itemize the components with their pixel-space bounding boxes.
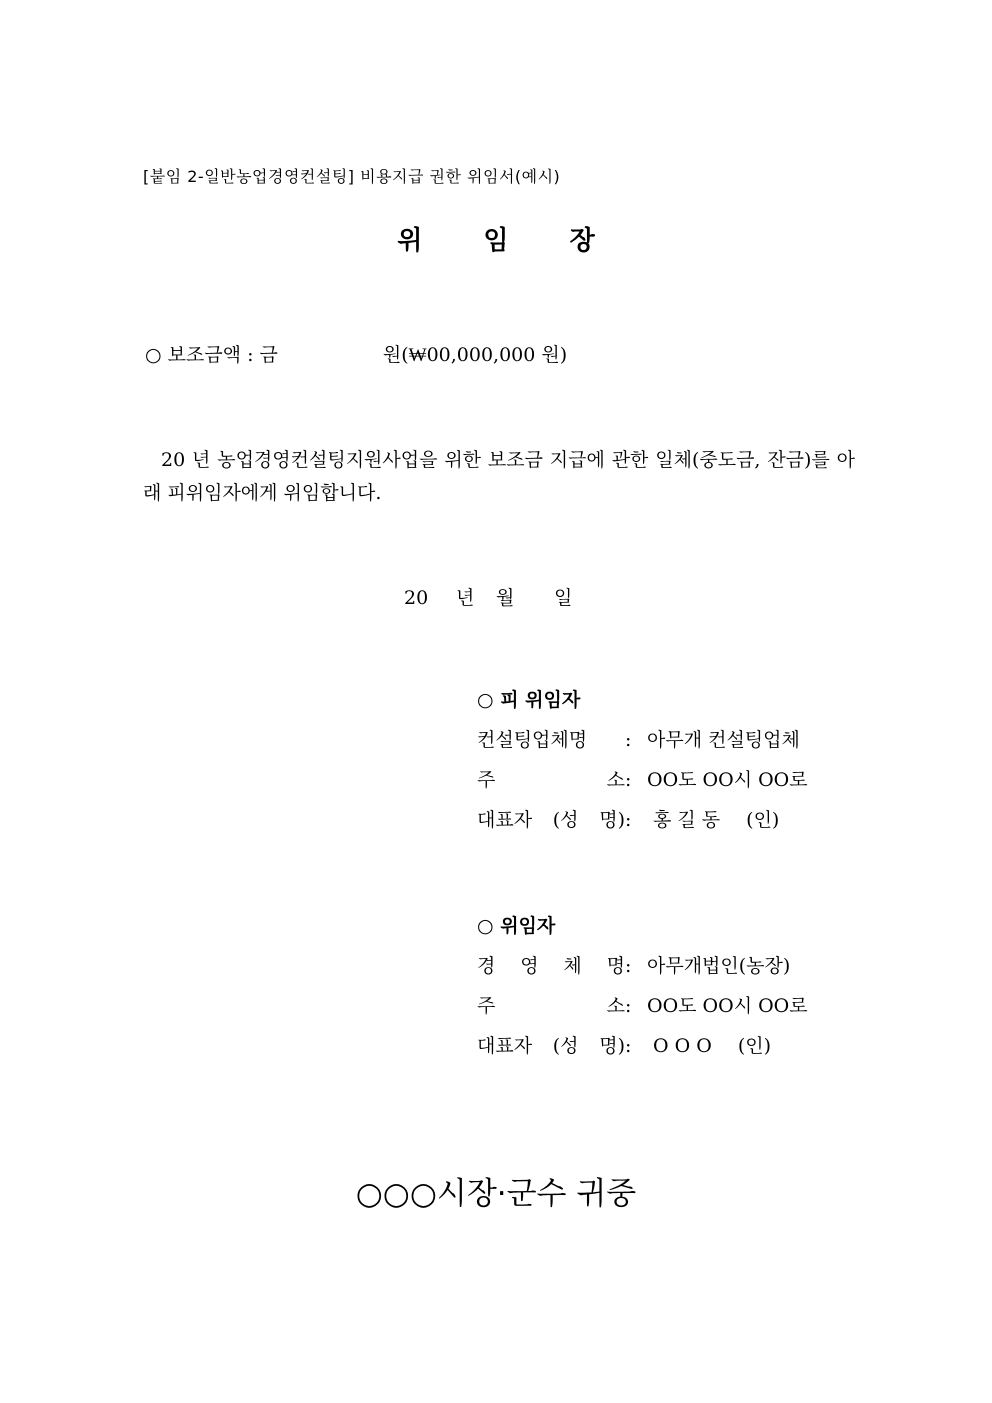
colon: : (625, 995, 632, 1017)
colon: : (625, 1035, 632, 1057)
rep-label: 대표자 (성 명) (477, 809, 625, 831)
address-label-a: 주 (477, 995, 496, 1017)
date-year: 20 (404, 587, 429, 609)
delegator-heading: ○ 위임자 (477, 915, 556, 937)
delegatee-heading: ○ 피 위임자 (477, 689, 581, 711)
delegator-address-row (477, 992, 808, 1032)
date-month-unit: 월 (496, 587, 515, 609)
subsidy-label: ○ 보조금액 : 금 (145, 344, 278, 366)
address-label-b: 소 (606, 995, 625, 1017)
entity-label: 경 영 체 명 (477, 955, 625, 977)
colon: : (625, 769, 632, 791)
subsidy-amount: 원(₩00,000,000 원) (382, 344, 568, 366)
delegator-block (477, 912, 808, 1072)
delegation-statement: 20 년 농업경영컨설팅지원사업을 위한 보조금 지급에 관한 일체(중도금, 잔금)를 아래 피위임자에게 위임합니다. (143, 449, 855, 504)
date-day-unit: 일 (554, 587, 573, 609)
address-value: OO도 OO시 OO로 (647, 995, 808, 1017)
delegatee-address-row (477, 766, 808, 806)
colon: : (625, 729, 632, 751)
entity-value: 아무개법인(농장) (647, 955, 791, 977)
address-label-b: 소 (606, 769, 625, 791)
colon: : (625, 955, 632, 977)
colon: : (625, 809, 632, 831)
document-title: 위 임 장 (397, 226, 621, 256)
seal-mark: (인) (737, 1035, 771, 1057)
delegatee-block (477, 686, 808, 846)
delegatee-rep-row (477, 806, 808, 846)
subsidy-amount-line (145, 340, 567, 367)
rep-value: 홍 길 동 (653, 809, 721, 831)
delegator-rep-row (477, 1032, 808, 1072)
seal-mark: (인) (746, 809, 780, 831)
rep-value: O O O (653, 1035, 712, 1057)
date-line (404, 583, 572, 610)
date-year-unit: 년 (456, 587, 475, 609)
address-value: OO도 OO시 OO로 (647, 769, 808, 791)
address-label-a: 주 (477, 769, 496, 791)
company-value: 아무개 컨설팅업체 (647, 729, 800, 751)
attachment-header: [붙임 2-일반농업경영컨설팅] 비용지급 권한 위임서(예시) (143, 167, 561, 186)
company-label: 컨설팅업체명 (477, 729, 588, 751)
rep-label: 대표자 (성 명) (477, 1035, 625, 1057)
delegatee-company-row (477, 726, 808, 766)
addressee: ○○○시장·군수 귀중 (355, 1176, 637, 1212)
address-label (477, 992, 625, 1020)
delegator-entity-row (477, 952, 808, 992)
address-label (477, 766, 625, 794)
